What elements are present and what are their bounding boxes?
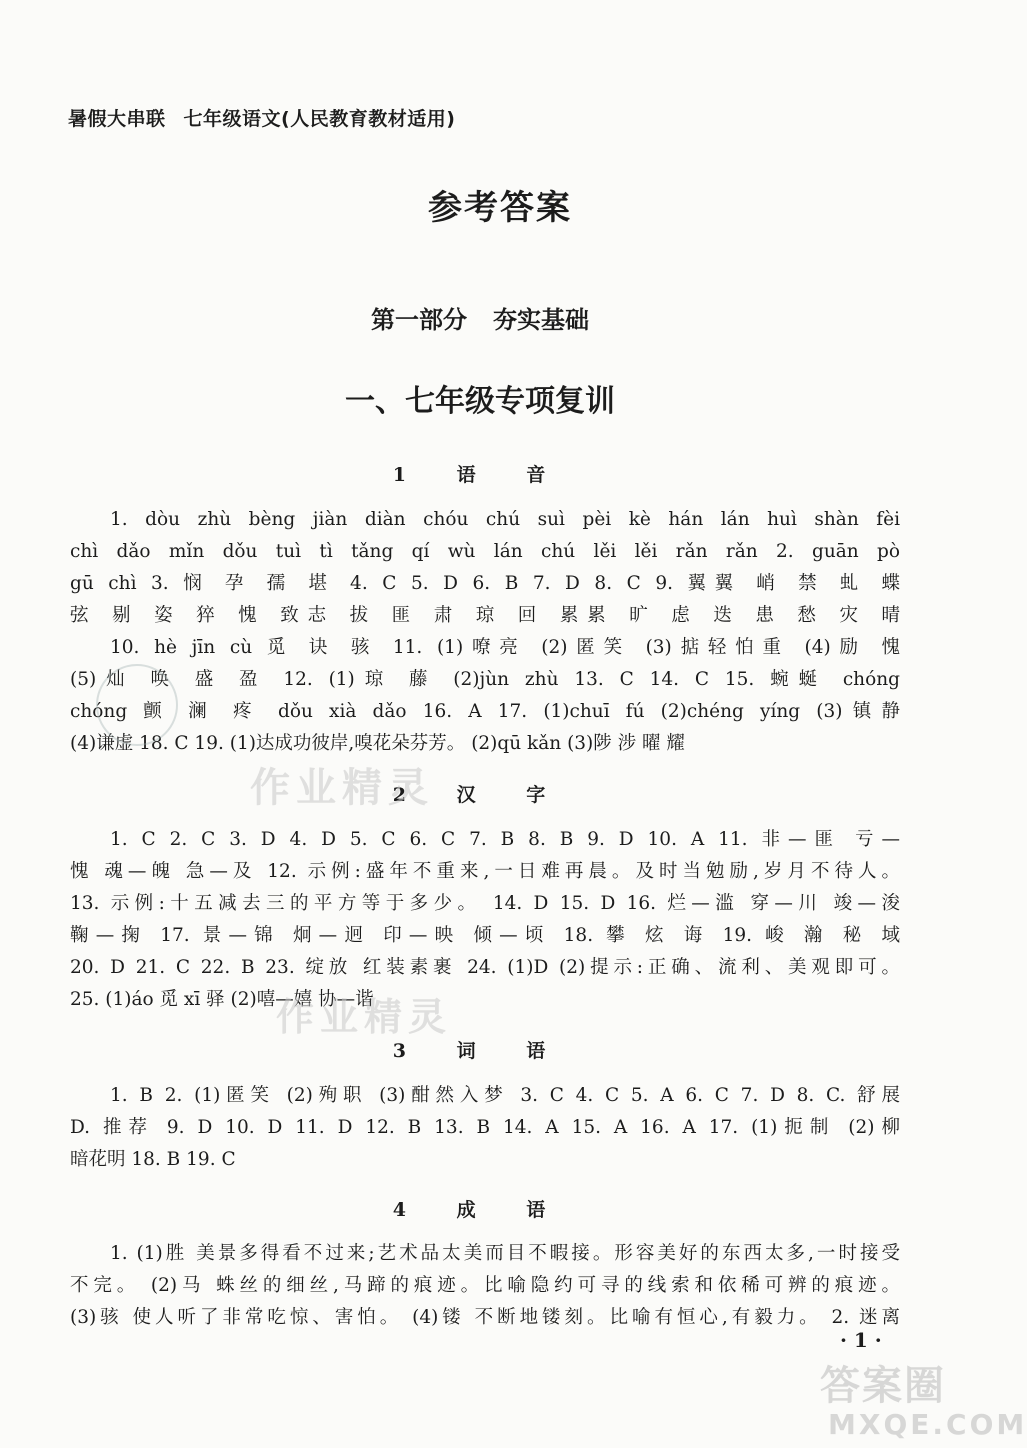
answer-line: 1. (1)胜 美景多得看不过来;艺术品太美而目不暇接。形容美好的东西太多,一时接受 — [110, 1243, 900, 1264]
subsection-heading-idioms: 4 成 语 — [392, 1199, 568, 1221]
watermark-text-lower: 作业精灵 — [276, 995, 453, 1039]
running-header — [68, 104, 455, 131]
answer-line: 25. (1)áo 觅 xī 驿 (2)嘻—嬉 协—谐 — [70, 989, 374, 1010]
answer-line: 鞠—掬 17. 景—锦 炯—迥 印—映 倾—顷 18. 攀 炫 诲 19. 峻 瀚 秘 域 — [70, 925, 900, 946]
site-url-text: MXQE.COM — [828, 1408, 1027, 1441]
answer-line: (3)骇 使人听了非常吃惊、害怕。 (4)镂 不断地镂刻。比喻有恒心,有毅力。 2. 迷离 — [70, 1307, 900, 1328]
answer-line: (5)灿 唤 盛 盈 12. (1)琼 藤 (2)jùn zhù 13. C 14. C 15. 蜿蜒 chóng — [70, 669, 900, 690]
answer-block-characters — [70, 824, 900, 1016]
answer-line: 弦 剔 姿 猝 愧 致志 拔 匪 肃 琼 回 累累 旷 虑 迭 患 愁 灾 晴 — [70, 605, 900, 626]
answer-line: 暗花明 18. B 19. C — [70, 1149, 236, 1170]
answer-block-idioms — [70, 1238, 900, 1334]
stamp-watermark — [96, 664, 178, 746]
subsection-heading-words: 3 词 语 — [392, 1040, 568, 1062]
answer-line: chì dǎo mǐn dǒu tuì tì tǎng qí wù lán chú lěi lěi rǎn rǎn 2. guān pò — [70, 541, 900, 562]
page-title: 参考答案 — [428, 188, 572, 228]
part-number: 第一部分 — [371, 306, 467, 334]
part-name: 夯实基础 — [493, 306, 589, 334]
answer-line: 13. 示例:十五减去三的平方等于多少。 14. D 15. D 16. 烂—滥 穿—川 竣—浚 — [70, 893, 900, 914]
answer-line: 愧 魂—魄 急—及 12. 示例:盛年不重来,一日难再晨。及时当勉励,岁月不待人。 — [70, 861, 900, 882]
logo-text: 答案圈 — [820, 1363, 946, 1409]
answer-line: 1. dòu zhù bèng jiàn diàn chóu chú suì pèi kè hán lán huì shàn fèi — [110, 509, 900, 530]
answer-line: 10. hè jīn cù 觅 诀 骇 11. (1)嘹亮 (2)匿笑 (3)掂轻怕重 (4)励 愧 — [110, 637, 900, 658]
answer-line: 1. B 2. (1)匿笑 (2)殉职 (3)酣然入梦 3. C 4. C 5. A 6. C 7. D 8. C. 舒展 — [110, 1085, 900, 1106]
page-number: · 1 · — [840, 1328, 882, 1352]
answer-line: 1. C 2. C 3. D 4. D 5. C 6. C 7. B 8. B 9. D 10. A 11. 非—匪 亏— — [110, 829, 900, 850]
subsection-heading-characters: 2 汉 字 — [392, 784, 568, 806]
answer-line: chóng 颤 澜 疼 dǒu xià dǎo 16. A 17. (1)chuī fú (2)chéng yíng (3)镇静 — [70, 701, 900, 722]
answer-line: 20. D 21. C 22. B 23. 绽放 红装素裹 24. (1)D (2)提示:正确、流利、美观即可。 — [70, 957, 900, 978]
answer-line: 不完。 (2)马 蛛丝的细丝,马蹄的痕迹。比喻隐约可寻的线索和依稀可辨的痕迹。 — [70, 1275, 900, 1296]
answer-block-pronunciation — [70, 504, 900, 760]
section-title: 一、七年级专项复训 — [345, 384, 615, 419]
subsection-heading-pronunciation: 1 语 音 — [392, 464, 568, 486]
site-logo-watermark — [818, 1352, 1027, 1448]
part-heading — [0, 300, 960, 335]
header-book: 七年级语文(人民教育教材适用) — [183, 108, 456, 130]
answer-block-words — [70, 1080, 900, 1176]
answer-line: (4)谦虚 18. C 19. (1)达成功彼岸,嗅花朵芬芳。 (2)qū kǎn (3)陟 涉 曜 耀 — [70, 733, 685, 754]
watermark-text-mid: 作业精灵 — [250, 765, 434, 811]
answer-line: gū chì 3. 悯 孕 孺 堪 4. C 5. D 6. B 7. D 8. C 9. 翼翼 峭 禁 虬 蝶 — [70, 573, 900, 594]
answer-line: D. 推荐 9. D 10. D 11. D 12. B 13. B 14. A 15. A 16. A 17. (1)扼制 (2)柳 — [70, 1117, 900, 1138]
header-series: 暑假大串联 — [68, 108, 166, 130]
